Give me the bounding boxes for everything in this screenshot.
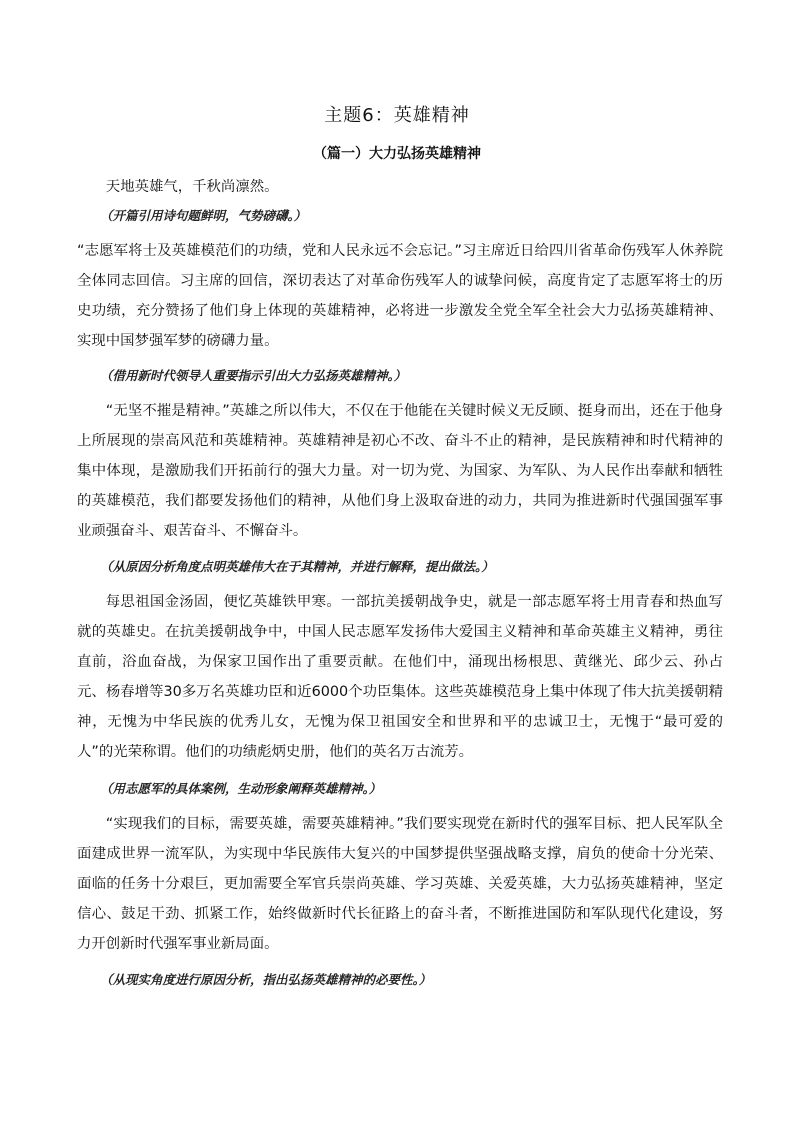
article-subtitle: （篇一）大力弘扬英雄精神: [313, 146, 481, 162]
annotation-5: （从现实角度进行原因分析，指出弘扬英雄精神的必要性。）: [100, 972, 432, 987]
paragraph-4: “实现我们的目标，需要英雄，需要英雄精神。”我们要实现党在新时代的强军目标、把人民军队全面建成世界一流军队，为实现中华民族伟大复兴的中国梦提供坚强战略支撑，肩负的使命十分光荣、面临的任务十分艰巨，更加需要全军官兵崇尚英雄、学习英雄、关爱英雄，大力弘扬英雄精神，坚定信心、鼓足干劲、抓紧工作，始终做新时代长征路上的奋斗者，不断推进国防和军队现代化建设，努力开创新时代强军事业新局面。: [77, 816, 723, 952]
annotation-1: （开篇引用诗句题鲜明，气势磅礴。）: [100, 208, 307, 223]
paragraph-opening: 天地英雄气，千秋尚凛然。: [105, 179, 279, 195]
page-title: 主题6：英雄精神: [324, 105, 470, 126]
annotation-4: （用志愿军的具体案例，生动形象阐释英雄精神。）: [100, 781, 382, 796]
annotation-3: （从原因分析角度点明英雄伟大在于其精神，并进行解释，提出做法。）: [100, 559, 494, 574]
annotation-2: （借用新时代领导人重要指示引出大力弘扬英雄精神。）: [100, 368, 407, 383]
paragraph-1: “志愿军将士及英雄模范们的功绩，党和人民永远不会忘记。”习主席近日给四川省革命伤残军人休养院全体同志回信。习主席的回信，深切表达了对革命伤残军人的诚挚问候，高度肯定了志愿军将士的历史功绩，充分赞扬了他们身上体现的英雄精神，必将进一步激发全党全军全社会大力弘扬英雄精神、实现中国梦强军梦的磅礴力量。: [77, 243, 723, 349]
paragraph-3: 每思祖国金汤固，便忆英雄铁甲寒。一部抗美援朝战争史，就是一部志愿军将士用青春和热血写就的英雄史。在抗美援朝战争中，中国人民志愿军发扬伟大爱国主义精神和革命英雄主义精神，勇往直前，浴血奋战，为保家卫国作出了重要贡献。在他们中，涌现出杨根思、黄继光、邱少云、孙占元、杨春增等30多万名英雄功臣和近6000个功臣集体。这些英雄模范身上集中体现了伟大抗美援朝精神，无愧为中华民族的优秀儿女，无愧为保卫祖国安全和世界和平的忠诚卫士，无愧于“最可爱的人”的光荣称谓。他们的功绩彪炳史册，他们的英名万古流芳。: [77, 594, 723, 760]
paragraph-2: “无坚不摧是精神。”英雄之所以伟大，不仅在于他能在关键时候义无反顾、挺身而出，还在于他身上所展现的崇高风范和英雄精神。英雄精神是初心不改、奋斗不止的精神，是民族精神和时代精神的集中体现，是激励我们开拓前行的强大力量。对一切为党、为国家、为军队、为人民作出奉献和牺牲的英雄模范，我们都要发扬他们的精神，从他们身上汲取奋进的动力，共同为推进新时代强国强军事业顽强奋斗、艰苦奋斗、不懈奋斗。: [77, 403, 723, 539]
